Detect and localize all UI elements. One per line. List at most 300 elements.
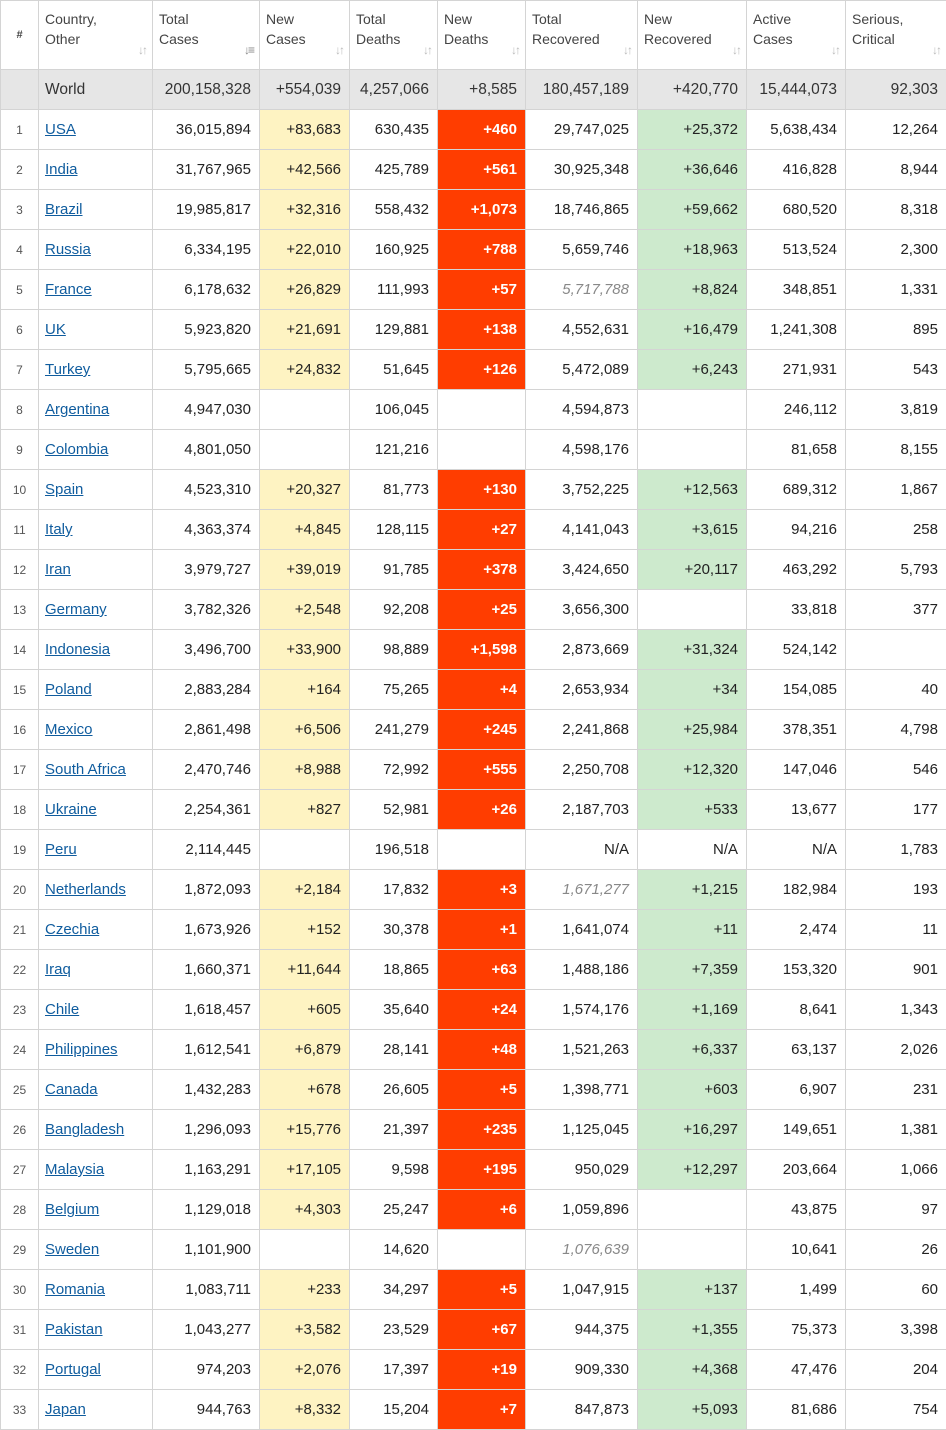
total-recovered-cell: N/A <box>526 830 638 870</box>
world-total-row <box>1 70 946 110</box>
new-recovered-cell: +31,324 <box>638 630 747 670</box>
total-cases-cell: 31,767,965 <box>153 150 260 190</box>
new-deaths-cell <box>438 430 526 470</box>
total-deaths-cell: 28,141 <box>350 1030 438 1070</box>
country-link[interactable]: Bangladesh <box>45 1121 124 1138</box>
active-cases-cell: 15,444,073 <box>747 70 846 110</box>
table-row <box>1 950 946 990</box>
active-cases-cell: 33,818 <box>747 590 846 630</box>
country-cell <box>39 1150 153 1190</box>
new-cases-cell: +2,076 <box>260 1350 350 1390</box>
table-row <box>1 1070 946 1110</box>
total-recovered-cell: 950,029 <box>526 1150 638 1190</box>
active-cases-cell: 2,474 <box>747 910 846 950</box>
total-deaths-cell: 26,605 <box>350 1070 438 1110</box>
country-cell <box>39 230 153 270</box>
total-deaths-cell: 81,773 <box>350 470 438 510</box>
new-cases-cell: +827 <box>260 790 350 830</box>
rank-cell: 30 <box>1 1270 39 1310</box>
active-cases-cell: 81,686 <box>747 1390 846 1430</box>
table-row <box>1 430 946 470</box>
total-deaths-cell: 630,435 <box>350 110 438 150</box>
sort-arrows-icon[interactable]: ↓↑ <box>138 43 146 57</box>
new-cases-cell: +11,644 <box>260 950 350 990</box>
serious-critical-cell: 377 <box>846 590 946 630</box>
active-cases-cell: 147,046 <box>747 750 846 790</box>
rank-cell: 26 <box>1 1110 39 1150</box>
rank-cell: 16 <box>1 710 39 750</box>
new-cases-cell: +2,548 <box>260 590 350 630</box>
new-cases-cell: +39,019 <box>260 550 350 590</box>
total-cases-cell: 2,861,498 <box>153 710 260 750</box>
rank-cell: 18 <box>1 790 39 830</box>
rank-cell: 3 <box>1 190 39 230</box>
new-deaths-cell: +6 <box>438 1190 526 1230</box>
country-cell <box>39 870 153 910</box>
country-link[interactable]: Romania <box>45 1281 105 1298</box>
total-cases-cell: 19,985,817 <box>153 190 260 230</box>
rank-cell: 21 <box>1 910 39 950</box>
country-link[interactable]: Czechia <box>45 921 99 938</box>
serious-critical-cell: 546 <box>846 750 946 790</box>
rank-cell: 6 <box>1 310 39 350</box>
total-recovered-cell: 2,873,669 <box>526 630 638 670</box>
table-row <box>1 470 946 510</box>
new-cases-cell: +22,010 <box>260 230 350 270</box>
new-deaths-cell: +25 <box>438 590 526 630</box>
total-deaths-cell: 52,981 <box>350 790 438 830</box>
total-deaths-cell: 129,881 <box>350 310 438 350</box>
active-cases-header[interactable]: Active Cases ↓↑ <box>747 1 846 70</box>
new-cases-cell: +233 <box>260 1270 350 1310</box>
total-cases-cell: 3,496,700 <box>153 630 260 670</box>
total-recovered-cell: 1,125,045 <box>526 1110 638 1150</box>
active-cases-cell: 378,351 <box>747 710 846 750</box>
new-recovered-cell: +18,963 <box>638 230 747 270</box>
country-link[interactable]: Japan <box>45 1401 86 1418</box>
sort-arrows-icon[interactable]: ↓↑ <box>511 43 519 57</box>
total-deaths-cell: 111,993 <box>350 270 438 310</box>
new-recovered-cell: N/A <box>638 830 747 870</box>
serious-critical-cell: 231 <box>846 1070 946 1110</box>
total-deaths-cell: 15,204 <box>350 1390 438 1430</box>
country-link[interactable]: Turkey <box>45 361 90 378</box>
new-cases-cell <box>260 830 350 870</box>
total-cases-cell: 1,129,018 <box>153 1190 260 1230</box>
table-row <box>1 310 946 350</box>
new-recovered-cell <box>638 1190 747 1230</box>
new-deaths-cell: +3 <box>438 870 526 910</box>
total-recovered-cell: 1,488,186 <box>526 950 638 990</box>
country-link[interactable]: India <box>45 161 78 178</box>
new-deaths-cell: +63 <box>438 950 526 990</box>
rank-cell: 13 <box>1 590 39 630</box>
rank-cell: 33 <box>1 1390 39 1430</box>
rank-cell: 32 <box>1 1350 39 1390</box>
sort-desc-icon[interactable]: ↓≡ <box>244 43 253 57</box>
new-deaths-cell: +19 <box>438 1350 526 1390</box>
serious-critical-cell: 1,343 <box>846 990 946 1030</box>
new-recovered-cell <box>638 430 747 470</box>
country-link[interactable]: Pakistan <box>45 1321 103 1338</box>
country-cell <box>39 750 153 790</box>
table-row <box>1 990 946 1030</box>
serious-critical-cell <box>846 630 946 670</box>
new-recovered-cell: +420,770 <box>638 70 747 110</box>
serious-critical-cell: 177 <box>846 790 946 830</box>
active-cases-cell: 1,241,308 <box>747 310 846 350</box>
total-recovered-cell: 944,375 <box>526 1310 638 1350</box>
rank-cell: 2 <box>1 150 39 190</box>
country-cell <box>39 550 153 590</box>
total-cases-cell: 5,795,665 <box>153 350 260 390</box>
new-cases-cell <box>260 390 350 430</box>
total-deaths-cell: 14,620 <box>350 1230 438 1270</box>
serious-critical-cell: 3,398 <box>846 1310 946 1350</box>
new-cases-header[interactable]: New Cases ↓↑ <box>260 1 350 70</box>
new-recovered-cell: +603 <box>638 1070 747 1110</box>
new-cases-cell: +554,039 <box>260 70 350 110</box>
active-cases-cell: 463,292 <box>747 550 846 590</box>
sort-arrows-icon[interactable]: ↓↑ <box>423 43 431 57</box>
total-deaths-header[interactable]: Total Deaths ↓↑ <box>350 1 438 70</box>
new-deaths-cell <box>438 390 526 430</box>
new-cases-cell: +26,829 <box>260 270 350 310</box>
rank-cell: 20 <box>1 870 39 910</box>
total-cases-cell: 2,114,445 <box>153 830 260 870</box>
country-cell <box>39 590 153 630</box>
total-cases-cell: 4,947,030 <box>153 390 260 430</box>
new-recovered-cell <box>638 590 747 630</box>
total-recovered-cell: 5,659,746 <box>526 230 638 270</box>
table-row <box>1 110 946 150</box>
total-cases-cell: 1,660,371 <box>153 950 260 990</box>
active-cases-cell: 524,142 <box>747 630 846 670</box>
country-link[interactable]: France <box>45 281 92 298</box>
sort-arrows-icon[interactable]: ↓↑ <box>831 43 839 57</box>
country-header[interactable]: Country, Other ↓↑ <box>39 1 153 70</box>
serious-critical-header[interactable]: Serious, Critical ↓↑ <box>846 1 946 70</box>
active-cases-cell: N/A <box>747 830 846 870</box>
country-link[interactable]: Argentina <box>45 401 109 418</box>
country-link[interactable]: Netherlands <box>45 881 126 898</box>
total-cases-cell: 944,763 <box>153 1390 260 1430</box>
total-recovered-cell: 2,250,708 <box>526 750 638 790</box>
new-recovered-cell: +6,337 <box>638 1030 747 1070</box>
country-link[interactable]: Sweden <box>45 1241 99 1258</box>
country-link[interactable]: Malaysia <box>45 1161 104 1178</box>
rank-cell: 29 <box>1 1230 39 1270</box>
sort-arrows-icon[interactable]: ↓↑ <box>732 43 740 57</box>
new-recovered-cell: +533 <box>638 790 747 830</box>
table-row <box>1 1110 946 1150</box>
country-link[interactable]: Philippines <box>45 1041 118 1058</box>
rank-header[interactable]: # <box>1 1 39 70</box>
new-deaths-cell: +195 <box>438 1150 526 1190</box>
rank-cell: 22 <box>1 950 39 990</box>
country-cell <box>39 990 153 1030</box>
total-deaths-cell: 21,397 <box>350 1110 438 1150</box>
new-deaths-cell: +235 <box>438 1110 526 1150</box>
total-recovered-cell: 1,574,176 <box>526 990 638 1030</box>
total-deaths-cell: 34,297 <box>350 1270 438 1310</box>
active-cases-cell: 154,085 <box>747 670 846 710</box>
country-cell <box>39 1190 153 1230</box>
country-link[interactable]: Italy <box>45 521 73 538</box>
serious-critical-cell: 1,331 <box>846 270 946 310</box>
new-deaths-cell: +24 <box>438 990 526 1030</box>
sort-arrows-icon[interactable]: ↓↑ <box>623 43 631 57</box>
country-link[interactable]: Iran <box>45 561 71 578</box>
country-link[interactable]: Germany <box>45 601 107 618</box>
total-recovered-cell: 18,746,865 <box>526 190 638 230</box>
country-link[interactable]: USA <box>45 121 76 138</box>
new-deaths-header[interactable]: New Deaths ↓↑ <box>438 1 526 70</box>
new-deaths-cell: +57 <box>438 270 526 310</box>
active-cases-cell: 94,216 <box>747 510 846 550</box>
new-recovered-cell: +137 <box>638 1270 747 1310</box>
total-deaths-cell: 106,045 <box>350 390 438 430</box>
table-row <box>1 390 946 430</box>
country-link[interactable]: Brazil <box>45 201 83 218</box>
country-cell: World <box>39 70 153 110</box>
new-deaths-cell: +4 <box>438 670 526 710</box>
serious-critical-cell: 8,155 <box>846 430 946 470</box>
total-recovered-cell: 4,598,176 <box>526 430 638 470</box>
new-deaths-cell: +26 <box>438 790 526 830</box>
new-cases-cell: +6,879 <box>260 1030 350 1070</box>
table-row <box>1 830 946 870</box>
total-deaths-cell: 98,889 <box>350 630 438 670</box>
total-deaths-cell: 30,378 <box>350 910 438 950</box>
new-recovered-header[interactable]: New Recovered ↓↑ <box>638 1 747 70</box>
new-recovered-cell: +25,372 <box>638 110 747 150</box>
country-link[interactable]: Iraq <box>45 961 71 978</box>
serious-critical-cell: 97 <box>846 1190 946 1230</box>
country-link[interactable]: Portugal <box>45 1361 101 1378</box>
country-cell <box>39 950 153 990</box>
new-deaths-cell: +378 <box>438 550 526 590</box>
country-cell <box>39 190 153 230</box>
total-cases-cell: 1,043,277 <box>153 1310 260 1350</box>
active-cases-cell: 47,476 <box>747 1350 846 1390</box>
rank-cell: 15 <box>1 670 39 710</box>
rank-cell: 1 <box>1 110 39 150</box>
rank-cell: 23 <box>1 990 39 1030</box>
new-recovered-cell: +16,297 <box>638 1110 747 1150</box>
total-recovered-cell: 3,656,300 <box>526 590 638 630</box>
total-deaths-cell: 51,645 <box>350 350 438 390</box>
new-cases-cell: +4,303 <box>260 1190 350 1230</box>
total-recovered-cell: 4,594,873 <box>526 390 638 430</box>
country-link[interactable]: Spain <box>45 481 83 498</box>
total-deaths-cell: 4,257,066 <box>350 70 438 110</box>
new-deaths-cell: +788 <box>438 230 526 270</box>
table-row <box>1 1190 946 1230</box>
country-link[interactable]: Chile <box>45 1001 79 1018</box>
total-cases-cell: 2,883,284 <box>153 670 260 710</box>
active-cases-cell: 5,638,434 <box>747 110 846 150</box>
country-cell <box>39 670 153 710</box>
country-cell <box>39 150 153 190</box>
rank-cell: 4 <box>1 230 39 270</box>
total-recovered-cell: 29,747,025 <box>526 110 638 150</box>
sort-arrows-icon[interactable]: ↓↑ <box>932 43 940 57</box>
new-deaths-cell: +245 <box>438 710 526 750</box>
active-cases-cell: 689,312 <box>747 470 846 510</box>
new-recovered-cell: +8,824 <box>638 270 747 310</box>
total-cases-header[interactable]: Total Cases ↓≡ <box>153 1 260 70</box>
new-recovered-cell: +1,355 <box>638 1310 747 1350</box>
new-cases-cell: +4,845 <box>260 510 350 550</box>
rank-cell: 11 <box>1 510 39 550</box>
total-cases-cell: 1,872,093 <box>153 870 260 910</box>
new-deaths-cell: +27 <box>438 510 526 550</box>
serious-critical-cell: 3,819 <box>846 390 946 430</box>
total-recovered-cell: 3,424,650 <box>526 550 638 590</box>
active-cases-cell: 680,520 <box>747 190 846 230</box>
total-deaths-cell: 25,247 <box>350 1190 438 1230</box>
country-cell <box>39 1270 153 1310</box>
new-recovered-cell: +1,215 <box>638 870 747 910</box>
serious-critical-cell: 2,300 <box>846 230 946 270</box>
country-cell <box>39 830 153 870</box>
active-cases-cell: 13,677 <box>747 790 846 830</box>
total-cases-cell: 1,673,926 <box>153 910 260 950</box>
table-row <box>1 190 946 230</box>
total-recovered-cell: 847,873 <box>526 1390 638 1430</box>
serious-critical-cell: 901 <box>846 950 946 990</box>
new-recovered-cell: +6,243 <box>638 350 747 390</box>
total-recovered-cell: 1,641,074 <box>526 910 638 950</box>
table-row <box>1 510 946 550</box>
total-cases-cell: 1,163,291 <box>153 1150 260 1190</box>
total-deaths-cell: 75,265 <box>350 670 438 710</box>
new-recovered-cell: +3,615 <box>638 510 747 550</box>
new-deaths-cell: +1 <box>438 910 526 950</box>
country-cell <box>39 310 153 350</box>
new-recovered-cell <box>638 390 747 430</box>
total-cases-cell: 6,334,195 <box>153 230 260 270</box>
country-cell <box>39 630 153 670</box>
serious-critical-cell: 258 <box>846 510 946 550</box>
new-recovered-cell: +11 <box>638 910 747 950</box>
total-deaths-cell: 17,397 <box>350 1350 438 1390</box>
total-cases-cell: 1,618,457 <box>153 990 260 1030</box>
country-link[interactable]: UK <box>45 321 66 338</box>
rank-cell: 12 <box>1 550 39 590</box>
serious-critical-cell: 543 <box>846 350 946 390</box>
total-deaths-cell: 18,865 <box>350 950 438 990</box>
country-link[interactable]: South Africa <box>45 761 126 778</box>
serious-critical-cell: 193 <box>846 870 946 910</box>
total-recovered-cell: 2,241,868 <box>526 710 638 750</box>
country-link[interactable]: Canada <box>45 1081 98 1098</box>
total-cases-cell: 4,523,310 <box>153 470 260 510</box>
active-cases-cell: 348,851 <box>747 270 846 310</box>
country-link[interactable]: Poland <box>45 681 92 698</box>
table-row <box>1 1310 946 1350</box>
total-recovered-cell: 1,671,277 <box>526 870 638 910</box>
serious-critical-cell: 895 <box>846 310 946 350</box>
total-cases-cell: 2,254,361 <box>153 790 260 830</box>
new-recovered-cell: +12,320 <box>638 750 747 790</box>
serious-critical-cell: 5,793 <box>846 550 946 590</box>
new-deaths-cell: +5 <box>438 1270 526 1310</box>
new-cases-cell: +6,506 <box>260 710 350 750</box>
new-deaths-cell: +130 <box>438 470 526 510</box>
country-link[interactable]: Peru <box>45 841 77 858</box>
total-recovered-cell: 1,076,639 <box>526 1230 638 1270</box>
country-cell <box>39 910 153 950</box>
serious-critical-cell: 1,783 <box>846 830 946 870</box>
rank-cell: 5 <box>1 270 39 310</box>
total-deaths-cell: 35,640 <box>350 990 438 1030</box>
country-cell <box>39 1310 153 1350</box>
serious-critical-cell: 40 <box>846 670 946 710</box>
table-row <box>1 590 946 630</box>
country-cell <box>39 1070 153 1110</box>
active-cases-cell: 81,658 <box>747 430 846 470</box>
serious-critical-cell: 1,381 <box>846 1110 946 1150</box>
active-cases-cell: 416,828 <box>747 150 846 190</box>
new-cases-cell: +24,832 <box>260 350 350 390</box>
new-recovered-cell: +4,368 <box>638 1350 747 1390</box>
rank-cell: 7 <box>1 350 39 390</box>
country-link[interactable]: Colombia <box>45 441 108 458</box>
serious-critical-cell: 1,066 <box>846 1150 946 1190</box>
country-cell <box>39 1030 153 1070</box>
new-cases-cell: +2,184 <box>260 870 350 910</box>
total-deaths-cell: 92,208 <box>350 590 438 630</box>
country-link[interactable]: Belgium <box>45 1201 99 1218</box>
serious-critical-cell: 1,867 <box>846 470 946 510</box>
new-deaths-cell: +126 <box>438 350 526 390</box>
total-deaths-cell: 121,216 <box>350 430 438 470</box>
new-cases-cell: +83,683 <box>260 110 350 150</box>
country-link[interactable]: Indonesia <box>45 641 110 658</box>
sort-arrows-icon[interactable]: ↓↑ <box>335 43 343 57</box>
new-recovered-cell: +1,169 <box>638 990 747 1030</box>
table-row <box>1 910 946 950</box>
total-cases-cell: 974,203 <box>153 1350 260 1390</box>
new-deaths-cell: +67 <box>438 1310 526 1350</box>
total-recovered-cell: 2,187,703 <box>526 790 638 830</box>
country-link[interactable]: Russia <box>45 241 91 258</box>
total-cases-cell: 2,470,746 <box>153 750 260 790</box>
active-cases-cell: 43,875 <box>747 1190 846 1230</box>
new-deaths-cell: +48 <box>438 1030 526 1070</box>
serious-critical-cell: 92,303 <box>846 70 946 110</box>
total-deaths-cell: 23,529 <box>350 1310 438 1350</box>
country-link[interactable]: Mexico <box>45 721 93 738</box>
active-cases-cell: 246,112 <box>747 390 846 430</box>
new-recovered-cell: +7,359 <box>638 950 747 990</box>
country-cell <box>39 790 153 830</box>
country-cell <box>39 510 153 550</box>
country-link[interactable]: Ukraine <box>45 801 97 818</box>
table-row <box>1 870 946 910</box>
active-cases-cell: 182,984 <box>747 870 846 910</box>
new-deaths-cell: +1,598 <box>438 630 526 670</box>
total-recovered-header[interactable]: Total Recovered ↓↑ <box>526 1 638 70</box>
table-row <box>1 790 946 830</box>
total-cases-cell: 3,979,727 <box>153 550 260 590</box>
new-deaths-cell: +5 <box>438 1070 526 1110</box>
active-cases-cell: 1,499 <box>747 1270 846 1310</box>
new-recovered-cell: +16,479 <box>638 310 747 350</box>
total-recovered-cell: 1,047,915 <box>526 1270 638 1310</box>
